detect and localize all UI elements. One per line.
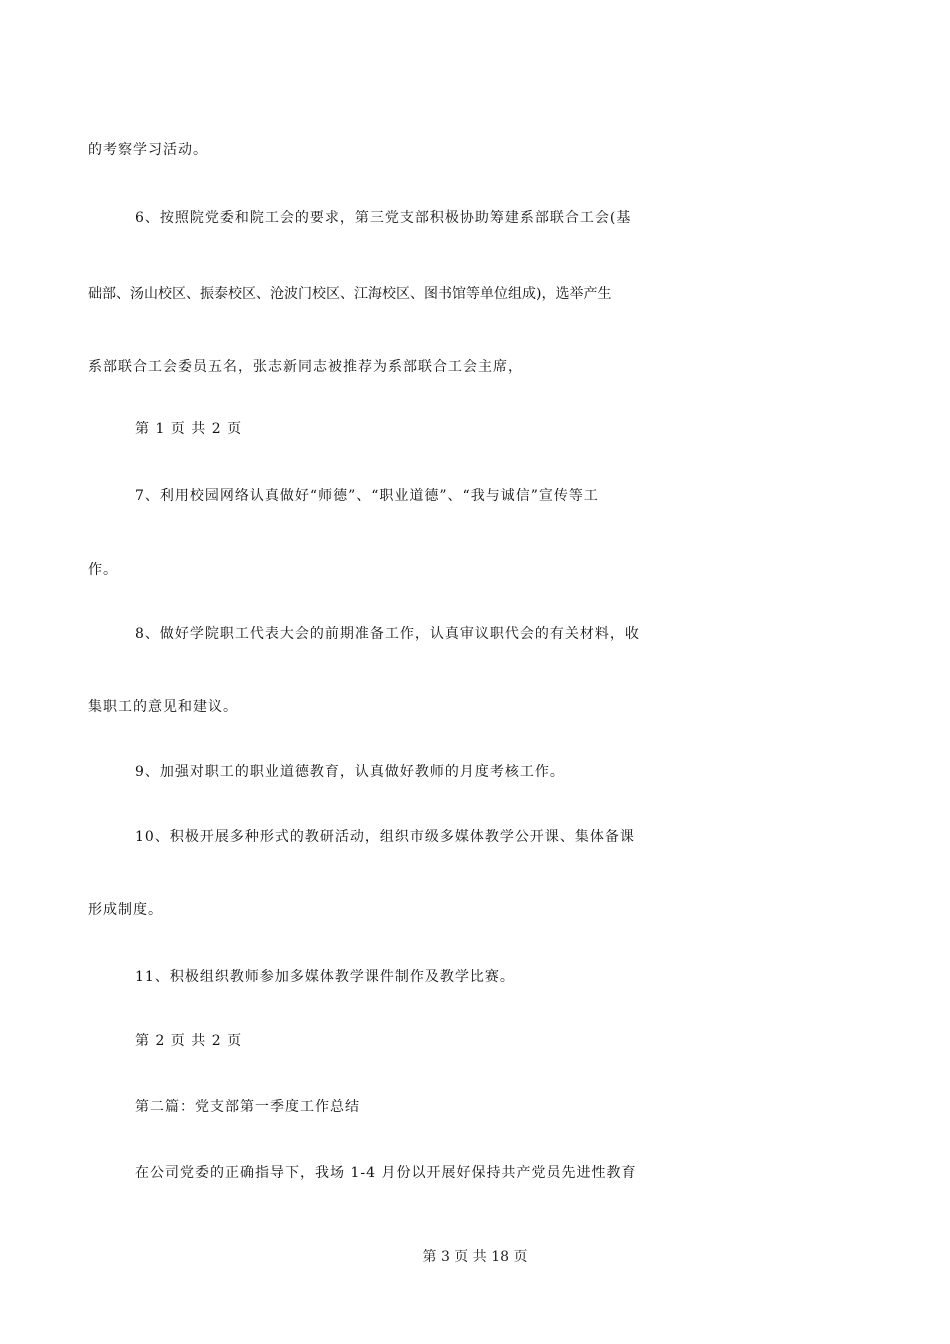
text-line-8: 集职工的意见和建议。 bbox=[88, 699, 238, 715]
text-line-1: 的考察学习活动。 bbox=[88, 142, 208, 158]
text-line-13: 在公司党委的正确指导下，我场 1-4 月份以开展好保持共产党员先进性教育 bbox=[135, 1165, 637, 1181]
page-marker-1: 第 1 页 共 2 页 bbox=[135, 421, 243, 437]
text-line-9: 9、加强对职工的职业道德教育，认真做好教师的月度考核工作。 bbox=[135, 764, 565, 780]
text-line-2: 6、按照院党委和院工会的要求，第三党支部积极协助筹建系部联合工会(基 bbox=[135, 210, 632, 226]
text-line-12: 11、积极组织教师参加多媒体教学课件制作及教学比赛。 bbox=[135, 969, 515, 985]
section-heading: 第二篇：党支部第一季度工作总结 bbox=[135, 1099, 360, 1115]
text-line-11: 形成制度。 bbox=[88, 902, 163, 918]
text-line-4: 系部联合工会委员五名，张志新同志被推荐为系部联合工会主席， bbox=[88, 359, 523, 375]
page-footer: 第 3 页 共 18 页 bbox=[422, 1249, 528, 1265]
text-line-5: 7、利用校园网络认真做好“师德”、“职业道德”、“我与诚信”宣传等工 bbox=[135, 488, 599, 504]
text-line-6: 作。 bbox=[88, 562, 118, 578]
text-line-7: 8、做好学院职工代表大会的前期准备工作，认真审议职代会的有关材料，收 bbox=[135, 626, 640, 642]
page-marker-2: 第 2 页 共 2 页 bbox=[135, 1033, 243, 1049]
text-line-10: 10、积极开展多种形式的教研活动，组织市级多媒体教学公开课、集体备课 bbox=[135, 829, 635, 845]
text-line-3: 础部、汤山校区、振泰校区、沧波门校区、江海校区、图书馆等单位组成)，选举产生 bbox=[88, 286, 612, 302]
